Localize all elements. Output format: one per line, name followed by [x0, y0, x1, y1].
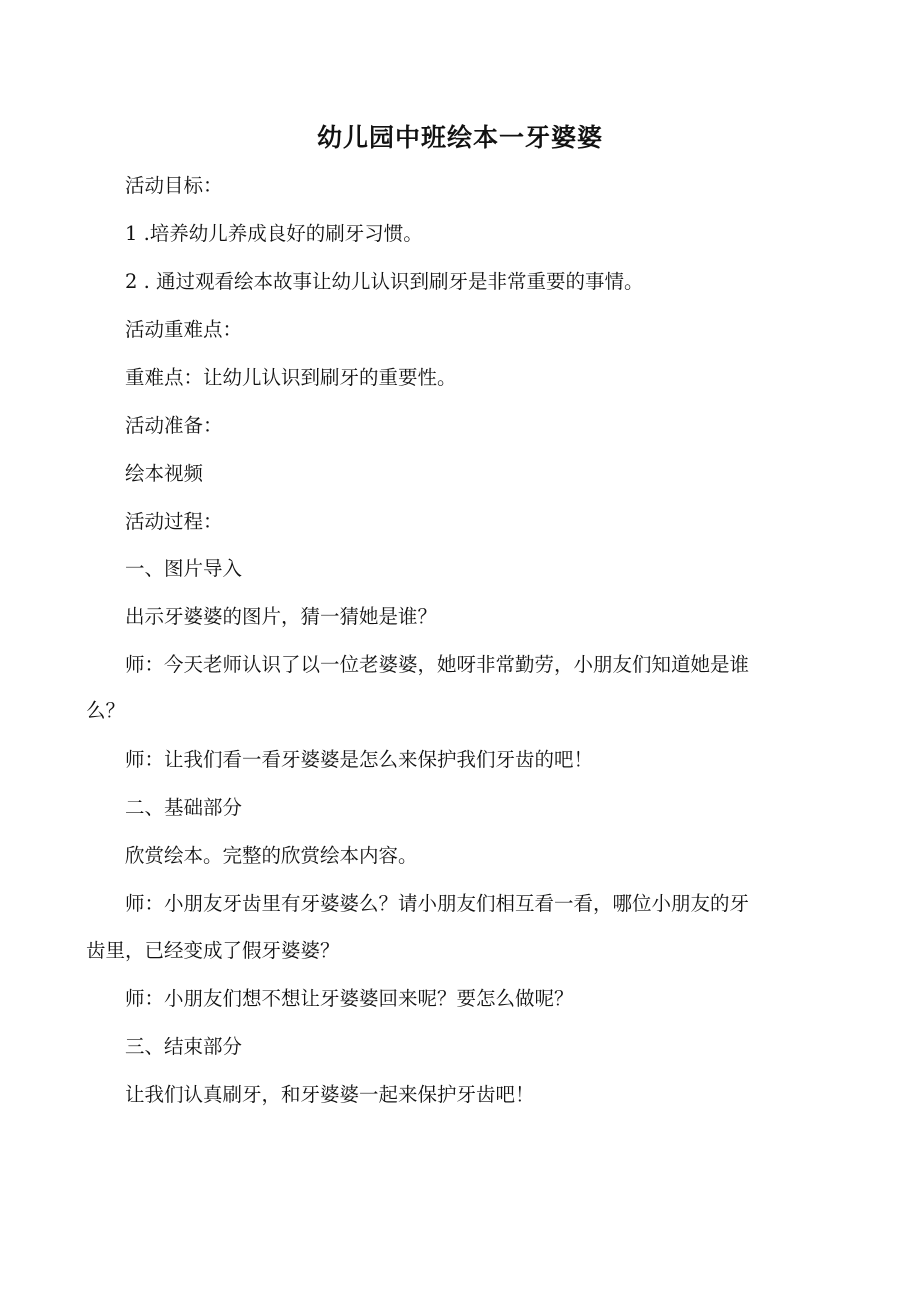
paragraph-teacher-look: 师：让我们看一看牙婆婆是怎么来保护我们牙齿的吧！: [125, 748, 594, 771]
paragraph-section-3-heading: 三、结束部分: [125, 1035, 243, 1058]
paragraph-line: 么？: [86, 699, 126, 722]
paragraph-teacher-how: 师：小朋友们想不想让牙婆婆回来呢？要怎么做呢？: [125, 987, 574, 1010]
paragraph-activity-goals-heading: 活动目标：: [125, 174, 223, 197]
paragraph-line: 师：小朋友牙齿里有牙婆婆么？请小朋友们相互看一看，哪位小朋友的牙: [125, 892, 750, 915]
paragraph-section-2-heading: 二、基础部分: [125, 796, 243, 819]
page-title: 幼儿园中班绘本一牙婆婆: [316, 123, 603, 152]
paragraph-key-points-heading: 活动重难点：: [125, 318, 243, 341]
paragraph-line: 师：今天老师认识了以一位老婆婆，她呀非常勤劳，小朋友们知道她是谁: [125, 653, 750, 676]
paragraph-appreciate-book: 欣赏绘本。完整的欣赏绘本内容。: [125, 844, 418, 867]
paragraph-goal-1: 1 .培养幼儿养成良好的刷牙习惯。: [125, 222, 423, 245]
paragraph-conclusion: 让我们认真刷牙，和牙婆婆一起来保护牙齿吧！: [125, 1083, 535, 1106]
paragraph-goal-2: 2 . 通过观看绘本故事让幼儿认识到刷牙是非常重要的事情。: [125, 270, 644, 293]
paragraph-preparation-heading: 活动准备：: [125, 414, 223, 437]
paragraph-show-picture: 出示牙婆婆的图片，猜一猜她是谁？: [125, 605, 438, 628]
paragraph-process-heading: 活动过程：: [125, 510, 223, 533]
paragraph-line: 齿里，已经变成了假牙婆婆？: [86, 939, 340, 962]
paragraph-section-1-heading: 一、图片导入: [125, 557, 243, 580]
paragraph-preparation: 绘本视频: [125, 462, 204, 485]
paragraph-key-points: 重难点：让幼儿认识到刷牙的重要性。: [125, 366, 457, 389]
